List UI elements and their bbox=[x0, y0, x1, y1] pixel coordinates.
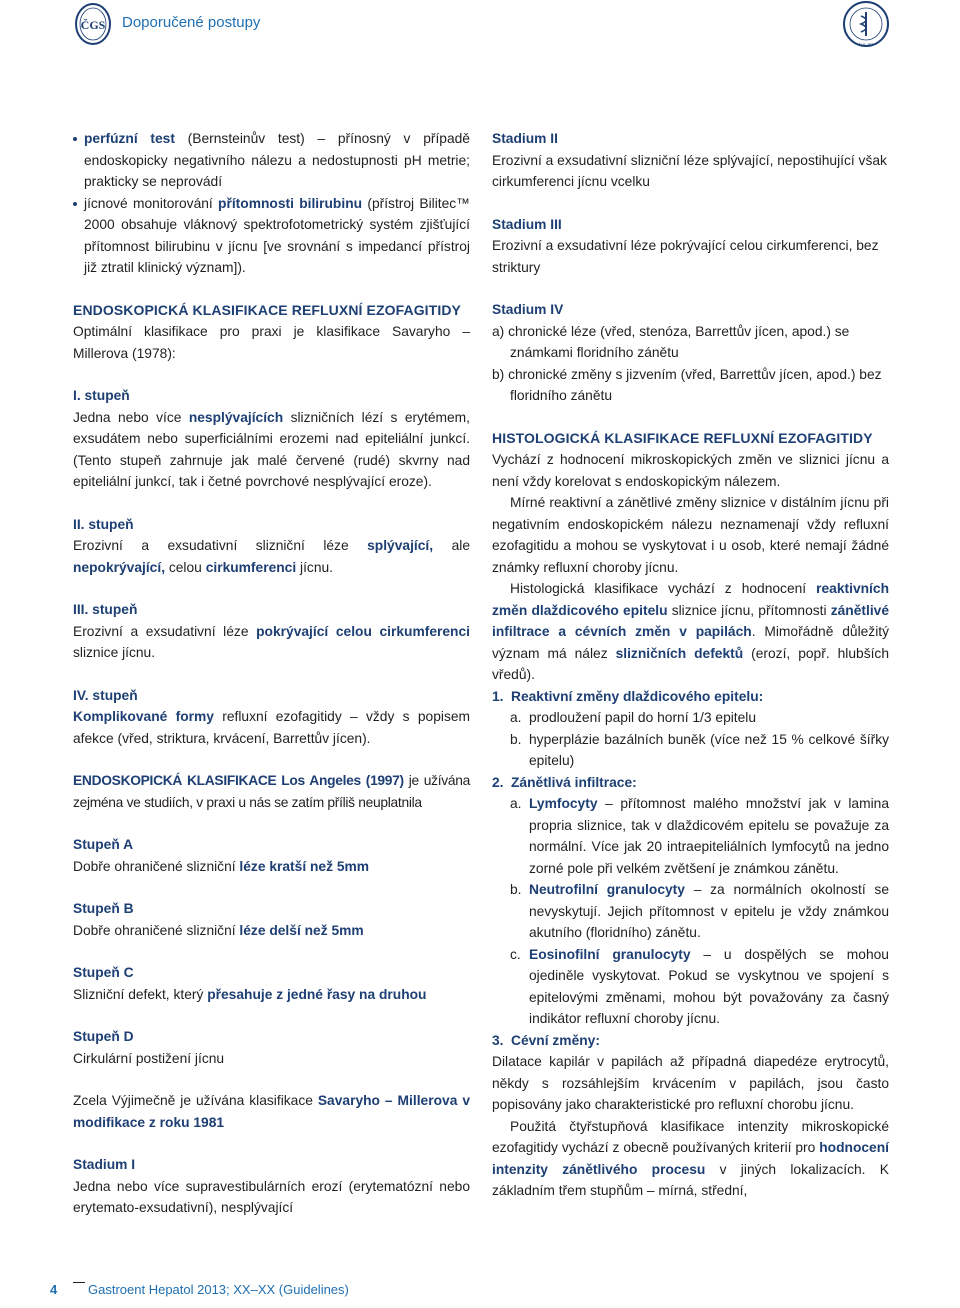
page-title: Doporučené postupy bbox=[122, 14, 261, 31]
page-number: 4 bbox=[50, 1282, 58, 1297]
stage-title: Stupeň A bbox=[73, 837, 134, 852]
paragraph: Erozivní a exsudativní léze pokrývající celou cirkumferenci sliznice jícnu. bbox=[73, 623, 470, 660]
method-list bbox=[73, 128, 470, 279]
paragraph: Zcela Výjimečně je užívána klasifikace Savaryho – Millerova v modifikace z roku 1981 bbox=[73, 1093, 470, 1130]
section-heading-endoscopic: ENDOSKOPICKÁ KLASIFIKACE REFLUXNÍ EZOFAGITIDY bbox=[73, 301, 461, 318]
list-item: b. hyperplázie bazálních buněk (více než 15 % celkové šířky epitelu) bbox=[510, 731, 889, 768]
paragraph: Jedna nebo více supravestibulárních erozí (erytematózní nebo erytemato-exsudativní), nesplývající bbox=[73, 1178, 470, 1215]
paragraph: Erozivní a exsudativní léze pokrývající celou cirkumferenci, bez striktury bbox=[492, 238, 879, 275]
paragraph: Dobře ohraničené slizniční léze kratší než 5mm bbox=[73, 858, 370, 874]
stadium-title: Stadium I bbox=[73, 1157, 136, 1172]
paragraph: Dilatace kapilár v papilách až případná diapedéze erytrocytů, někdy s rozsáhlejším krvácením v papilách, jsou často popisovány jako charakteristické pro refluxní chorobu jícnu. bbox=[492, 1054, 889, 1112]
paragraph: Histologická klasifikace vychází z hodnocení reaktivních změn dlaždicového epitelu sliznice jícnu, přítomnosti zánětlivé infiltrace a cévních změn v papilách. Mimořádně důležitý význam má nález slizničních defektů (erozí, popř. hlubších vředů). bbox=[492, 581, 890, 682]
paragraph-los-angeles: ENDOSKOPICKÁ KLASIFIKACE Los Angeles (1997) je užívána zejména ve studiích, v praxi u nás se zatím příliš neuplatnila bbox=[73, 773, 470, 810]
page-footer bbox=[0, 1270, 960, 1308]
numbered-heading: 3. Cévní změny: bbox=[492, 1032, 600, 1048]
stadium-title: Stadium IV bbox=[492, 302, 564, 317]
list-item: b) chronické změny s jizvením (vřed, Barrettův jícen, apod.) bez floridního zánětu bbox=[492, 366, 882, 403]
numbered-heading: 1. Reaktivní změny dlaždicového epitelu: bbox=[492, 688, 764, 704]
list-item: perfúzní test (Bernsteinův test) – přínosný v případě endoskopicky negativního nálezu a nedostupnosti pH metrie; prakticky se neprovádí bbox=[73, 128, 470, 193]
page-header bbox=[0, 0, 960, 50]
paragraph: Použitá čtyřstupňová klasifikace intenzity mikroskopické ezofagitidy vychází z obecně používaných kriterií pro hodnocení intenzity zánětlivého procesu v jiných lokalizacích. K základním třem stupňům – mírná, střední, bbox=[492, 1118, 890, 1198]
cls-jep-logo-icon bbox=[842, 0, 890, 48]
paragraph: Cirkulární postižení jícnu bbox=[73, 1050, 225, 1066]
cgs-logo-icon bbox=[74, 2, 112, 46]
grade-title: IV. stupeň bbox=[73, 687, 138, 703]
paragraph: Optimální klasifikace pro praxi je klasifikace Savaryho – Millerova (1978): bbox=[73, 324, 470, 361]
list-item: b. Neutrofilní granulocyty – za normálních okolností se nevyskytují. Jejich přítomnost v epitelu je vždy známkou akutního (floridního) zánětu. bbox=[510, 882, 889, 940]
list-item: a. Lymfocyty – přítomnost malého množství jak v lamina propria sliznice, tak v dlaždicovém epitelu se považuje za normální. Více jak 20 intraepiteliálních lymfocytů na jedno zorné pole při velkém zvětšení je známkou zánětu. bbox=[510, 796, 889, 876]
section-heading-histologic: HISTOLOGICKÁ KLASIFIKACE REFLUXNÍ EZOFAGITIDY bbox=[492, 429, 873, 446]
stadium-title: Stadium III bbox=[492, 216, 562, 232]
paragraph: Erozivní a exsudativní slizniční léze splývající, nepostihující však cirkumferenci jícnu vcelku bbox=[492, 152, 887, 189]
stage-title: Stupeň C bbox=[73, 965, 134, 980]
paragraph: Komplikované formy refluxní ezofagitidy – vždy s popisem afekce (vřed, striktura, krvácení, Barrettův jícen). bbox=[73, 709, 471, 746]
grade-title: II. stupeň bbox=[73, 516, 134, 532]
svg-text:ČGS: ČGS bbox=[80, 18, 106, 32]
grade-title: I. stupeň bbox=[73, 388, 130, 403]
stadium-title: Stadium II bbox=[492, 131, 558, 146]
grade-title: III. stupeň bbox=[73, 602, 138, 617]
paragraph: Slizniční defekt, který přesahuje z jedné řasy na druhou bbox=[73, 986, 427, 1002]
svg-text:ČLS JEP: ČLS JEP bbox=[857, 42, 875, 47]
left-column bbox=[73, 128, 470, 1219]
stage-title: Stupeň D bbox=[73, 1029, 134, 1044]
list-item: c. Eosinofilní granulocyty – u dospělých se mohou ojediněle vyskytovat. Pokud se vyskytnou ve spojení s epitelovými změnami, mohou být považovány za časný indikátor refluxní choroby jícnu. bbox=[510, 946, 889, 1026]
list-item: a. prodloužení papil do horní 1/3 epitelu bbox=[510, 710, 757, 725]
numbered-heading: 2. Zánětlivá infiltrace: bbox=[492, 774, 637, 790]
stage-title: Stupeň B bbox=[73, 901, 134, 916]
list-item: jícnové monitorování přítomnosti bilirubinu (přístroj Bilitec™ 2000 obsahuje vláknový spektrofotometrický systém zjišťující přítomnost bilirubinu v jícnu [ve srovnání s impedancí přístroj již ztratil klinický význam]). bbox=[73, 193, 470, 279]
footer-divider bbox=[73, 1282, 85, 1283]
paragraph: Dobře ohraničené slizniční léze delší než 5mm bbox=[73, 922, 364, 938]
paragraph: Erozivní a exsudativní slizniční léze splývající, ale nepokrývající, celou cirkumferenci jícnu. bbox=[73, 538, 470, 575]
paragraph: Mírné reaktivní a zánětlivé změny sliznice v distálním jícnu při negativním endoskopickém nálezu neznamenají vždy refluxní ezofagitidu a mohou se vyskytovat i u osob, které nemají žádné známky refluxní choroby jícnu. bbox=[492, 495, 889, 575]
paragraph: Jedna nebo více nesplývajících slizničních lézí s erytémem, exsudátem nebo superficiálními erozemi nad epiteliální junkcí. (Tento stupeň zahrnuje jak malé červené (rudé) skvrny nad epiteliální junkcí, tak i četné povrchové nesplývající eroze). bbox=[73, 409, 470, 489]
paragraph: Vychází z hodnocení mikroskopických změn ve sliznici jícnu a není vždy korelovat s endoskopickým nálezem. bbox=[492, 452, 889, 489]
right-column bbox=[492, 128, 889, 1202]
list-item: a) chronické léze (vřed, stenóza, Barrettův jícen, apod.) se známkami floridního zánětu bbox=[492, 323, 850, 360]
journal-citation: Gastroent Hepatol 2013; XX–XX (Guidelines) bbox=[88, 1282, 349, 1297]
